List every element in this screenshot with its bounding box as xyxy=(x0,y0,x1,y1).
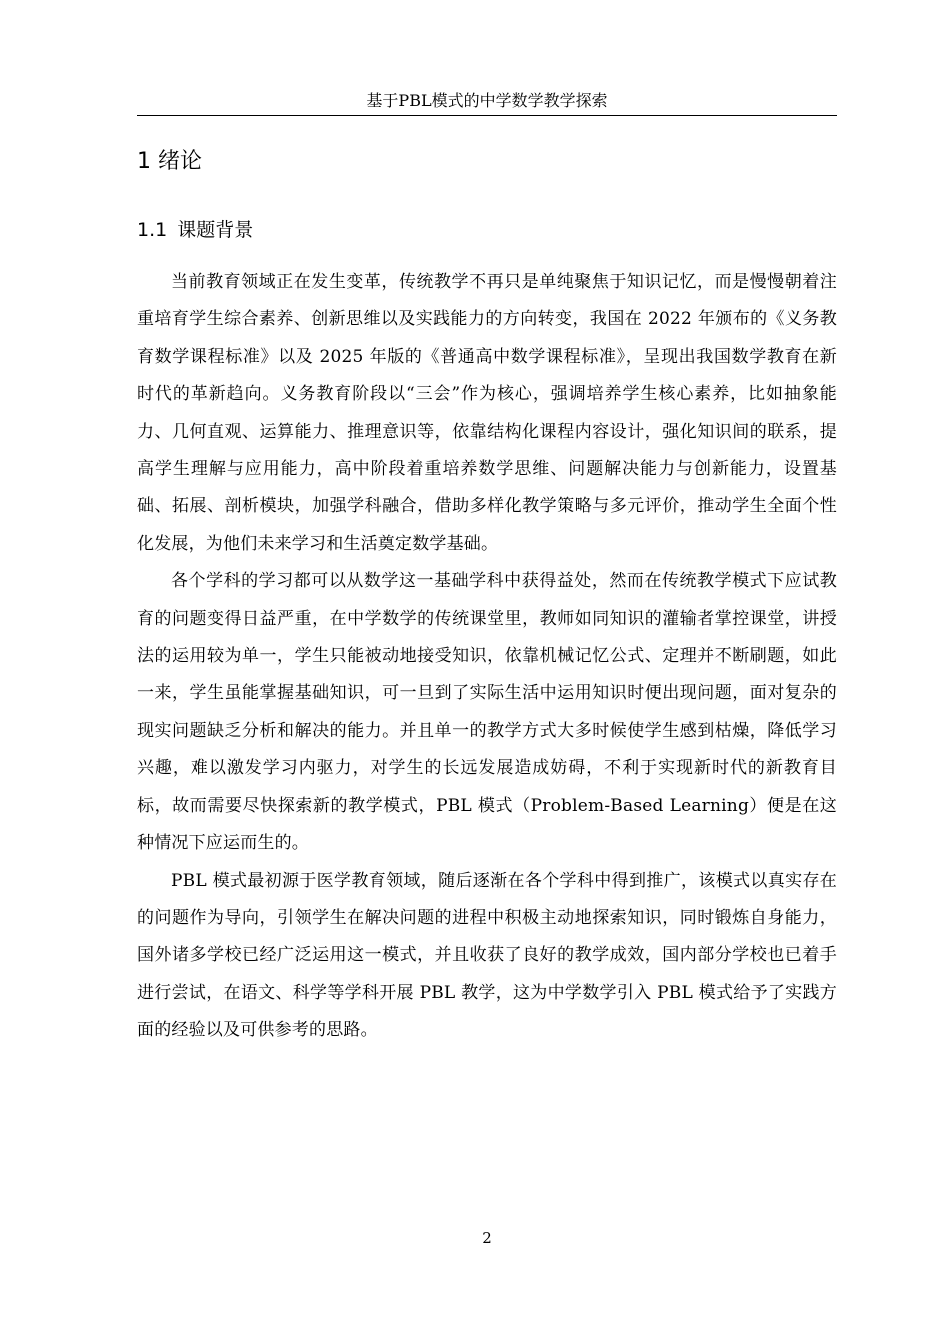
page-number: 2 xyxy=(482,1229,492,1247)
paragraph: 各个学科的学习都可以从数学这一基础学科中获得益处，然而在传统教学模式下应试教育的问题变得日益严重，在中学数学的传统课堂里，教师如同知识的灌输者掌控课堂，讲授法的运用较为单一，学生只能被动地接受知识，依靠机械记忆公式、定理并不断刷题，如此一来，学生虽能掌握基础知识，可一旦到了实际生活中运用知识时便出现问题，面对复杂的现实问题缺乏分析和解决的能力。并且单一的教学方式大多时候使学生感到枯燥，降低学习兴趣，难以激发学习内驱力，对学生的长远发展造成妨碍，不利于实现新时代的新教育目标，故而需要尽快探索新的教学模式，PBL 模式（Problem-Based Learning）便是在这种情况下应运而生的。 xyxy=(137,571,837,854)
running-header xyxy=(137,90,837,116)
section-title: 课题背景 xyxy=(177,219,254,241)
paragraph: 当前教育领域正在发生变革，传统教学不再只是单纯聚焦于知识记忆，而是慢慢朝着注重培育学生综合素养、创新思维以及实践能力的方向转变，我国在 2022 年颁布的《义务教育数学课程标准》以及 2025 年版的《普通高中数学课程标准》，呈现出我国数学教育在新时代的革新趋向。义务教育阶段以“三会”作为核心，强调培养学生核心素养，比如抽象能力、几何直观、运算能力、推理意识等，依靠结构化课程内容设计，强化知识间的联系，提高学生理解与应用能力，高中阶段着重培养数学思维、问题解决能力与创新能力，设置基础、拓展、剖析模块，加强学科融合，借助多样化教学策略与多元评价，推动学生全面个性化发展，为他们未来学习和生活奠定数学基础。 xyxy=(137,272,837,554)
section-number: 1.1 xyxy=(137,219,168,241)
section-heading xyxy=(137,215,253,245)
body-text xyxy=(137,264,837,1050)
chapter-title: 1 绪论 xyxy=(137,149,202,174)
paragraph: PBL 模式最初源于医学教育领域，随后逐渐在各个学科中得到推广，该模式以真实存在的问题作为导向，引领学生在解决问题的进程中积极主动地探索知识，同时锻炼自身能力，国外诸多学校已经广泛运用这一模式，并且收获了良好的教学成效，国内部分学校也已着手进行尝试，在语文、科学等学科开展 PBL 教学，这为中学数学引入 PBL 模式给予了实践方面的经验以及可供参考的思路。 xyxy=(137,870,837,1041)
running-header-title: 基于PBL模式的中学数学教学探索 xyxy=(366,91,608,110)
